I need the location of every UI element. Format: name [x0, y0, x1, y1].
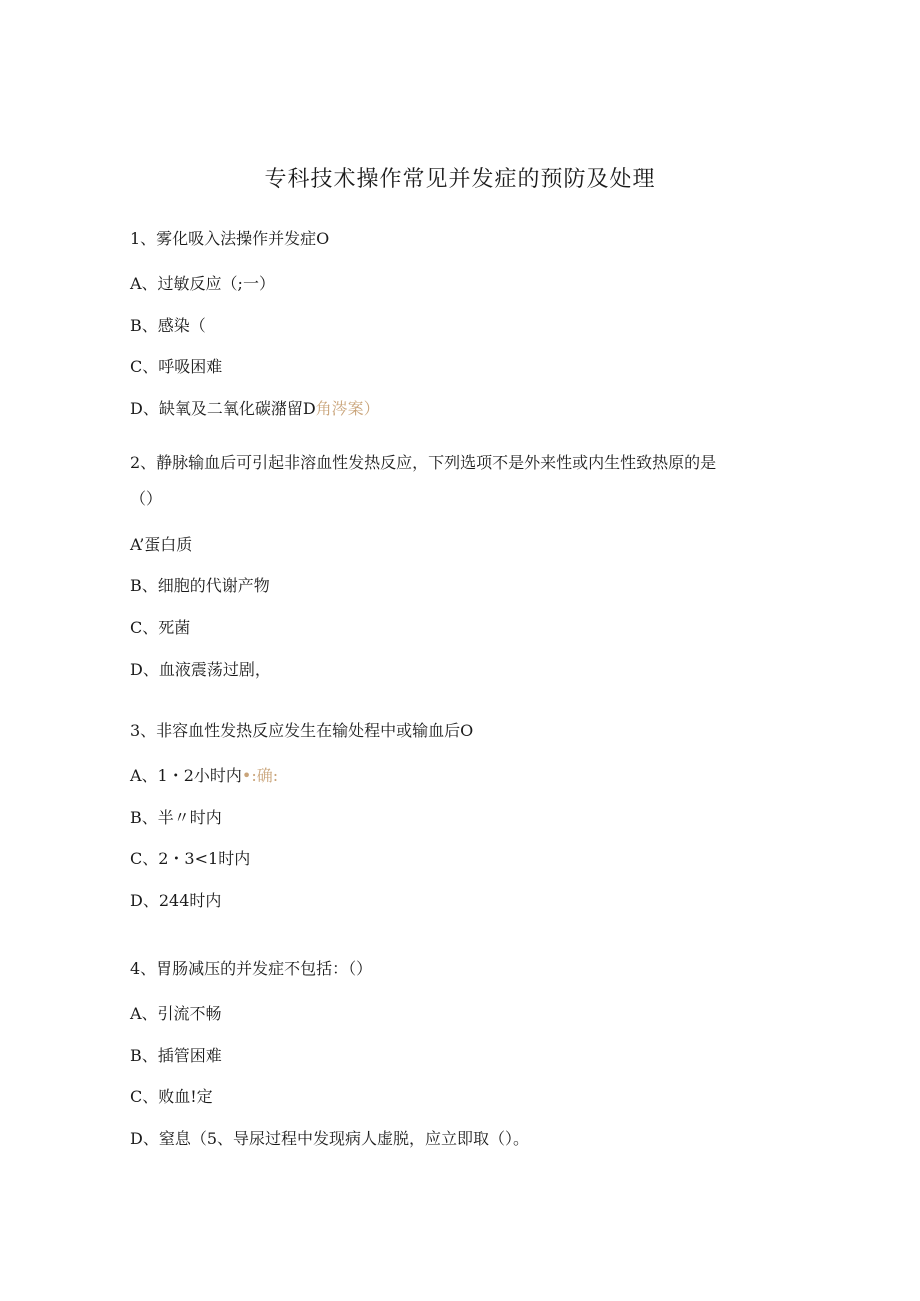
question-3-option-a-text: A、1・2小时内 — [130, 766, 242, 785]
question-3-option-d: D、244时内 — [130, 891, 222, 910]
question-4-option-b: B、插管困难 — [130, 1046, 222, 1065]
question-2-stem-line-1: 2、静脉输血后可引起非溶血性发热反应，下列选项不是外来性或内生性致热原的是 — [130, 453, 717, 472]
question-4-option-a: A、引流不畅 — [130, 1004, 222, 1023]
question-1-option-d-text: D、缺氧及二氧化碳潴留D — [130, 399, 316, 418]
question-2-option-c: C、死菌 — [130, 618, 191, 637]
question-1-option-a: A、过敏反应（;一） — [130, 274, 275, 293]
question-4-stem: 4、胃肠减压的并发症不包括：（） — [130, 959, 373, 978]
question-2-option-d: D、血液震荡过剧， — [130, 660, 271, 679]
question-1-option-d — [130, 396, 380, 419]
question-4-option-c: C、败血!定 — [130, 1087, 213, 1106]
question-2-option-a: A’蛋白质 — [130, 535, 193, 554]
question-1-option-b: B、感染（ — [130, 316, 206, 335]
question-1-answer-mark: 角涔案） — [315, 399, 380, 418]
question-3-stem: 3、非容血性发热反应发生在输处程中或输血后O — [130, 721, 474, 740]
question-3-answer-mark: •:确: — [241, 766, 279, 785]
question-3-option-c: C、2・3<1时内 — [130, 849, 251, 868]
page-title: 专科技术操作常见并发症的预防及处理 — [264, 167, 656, 192]
question-4-option-d: D、窒息（5、导尿过程中发现病人虚脱，应立即取（）。 — [130, 1129, 530, 1148]
question-1-option-c: C、呼吸困难 — [130, 357, 223, 376]
question-2-stem-line-2: （） — [130, 489, 163, 508]
question-3-option-a — [130, 763, 278, 786]
question-2-option-b: B、细胞的代谢产物 — [130, 576, 270, 595]
question-3-option-b: B、半〃时内 — [130, 808, 222, 827]
question-1-stem: 1、雾化吸入法操作并发症O — [130, 229, 330, 248]
